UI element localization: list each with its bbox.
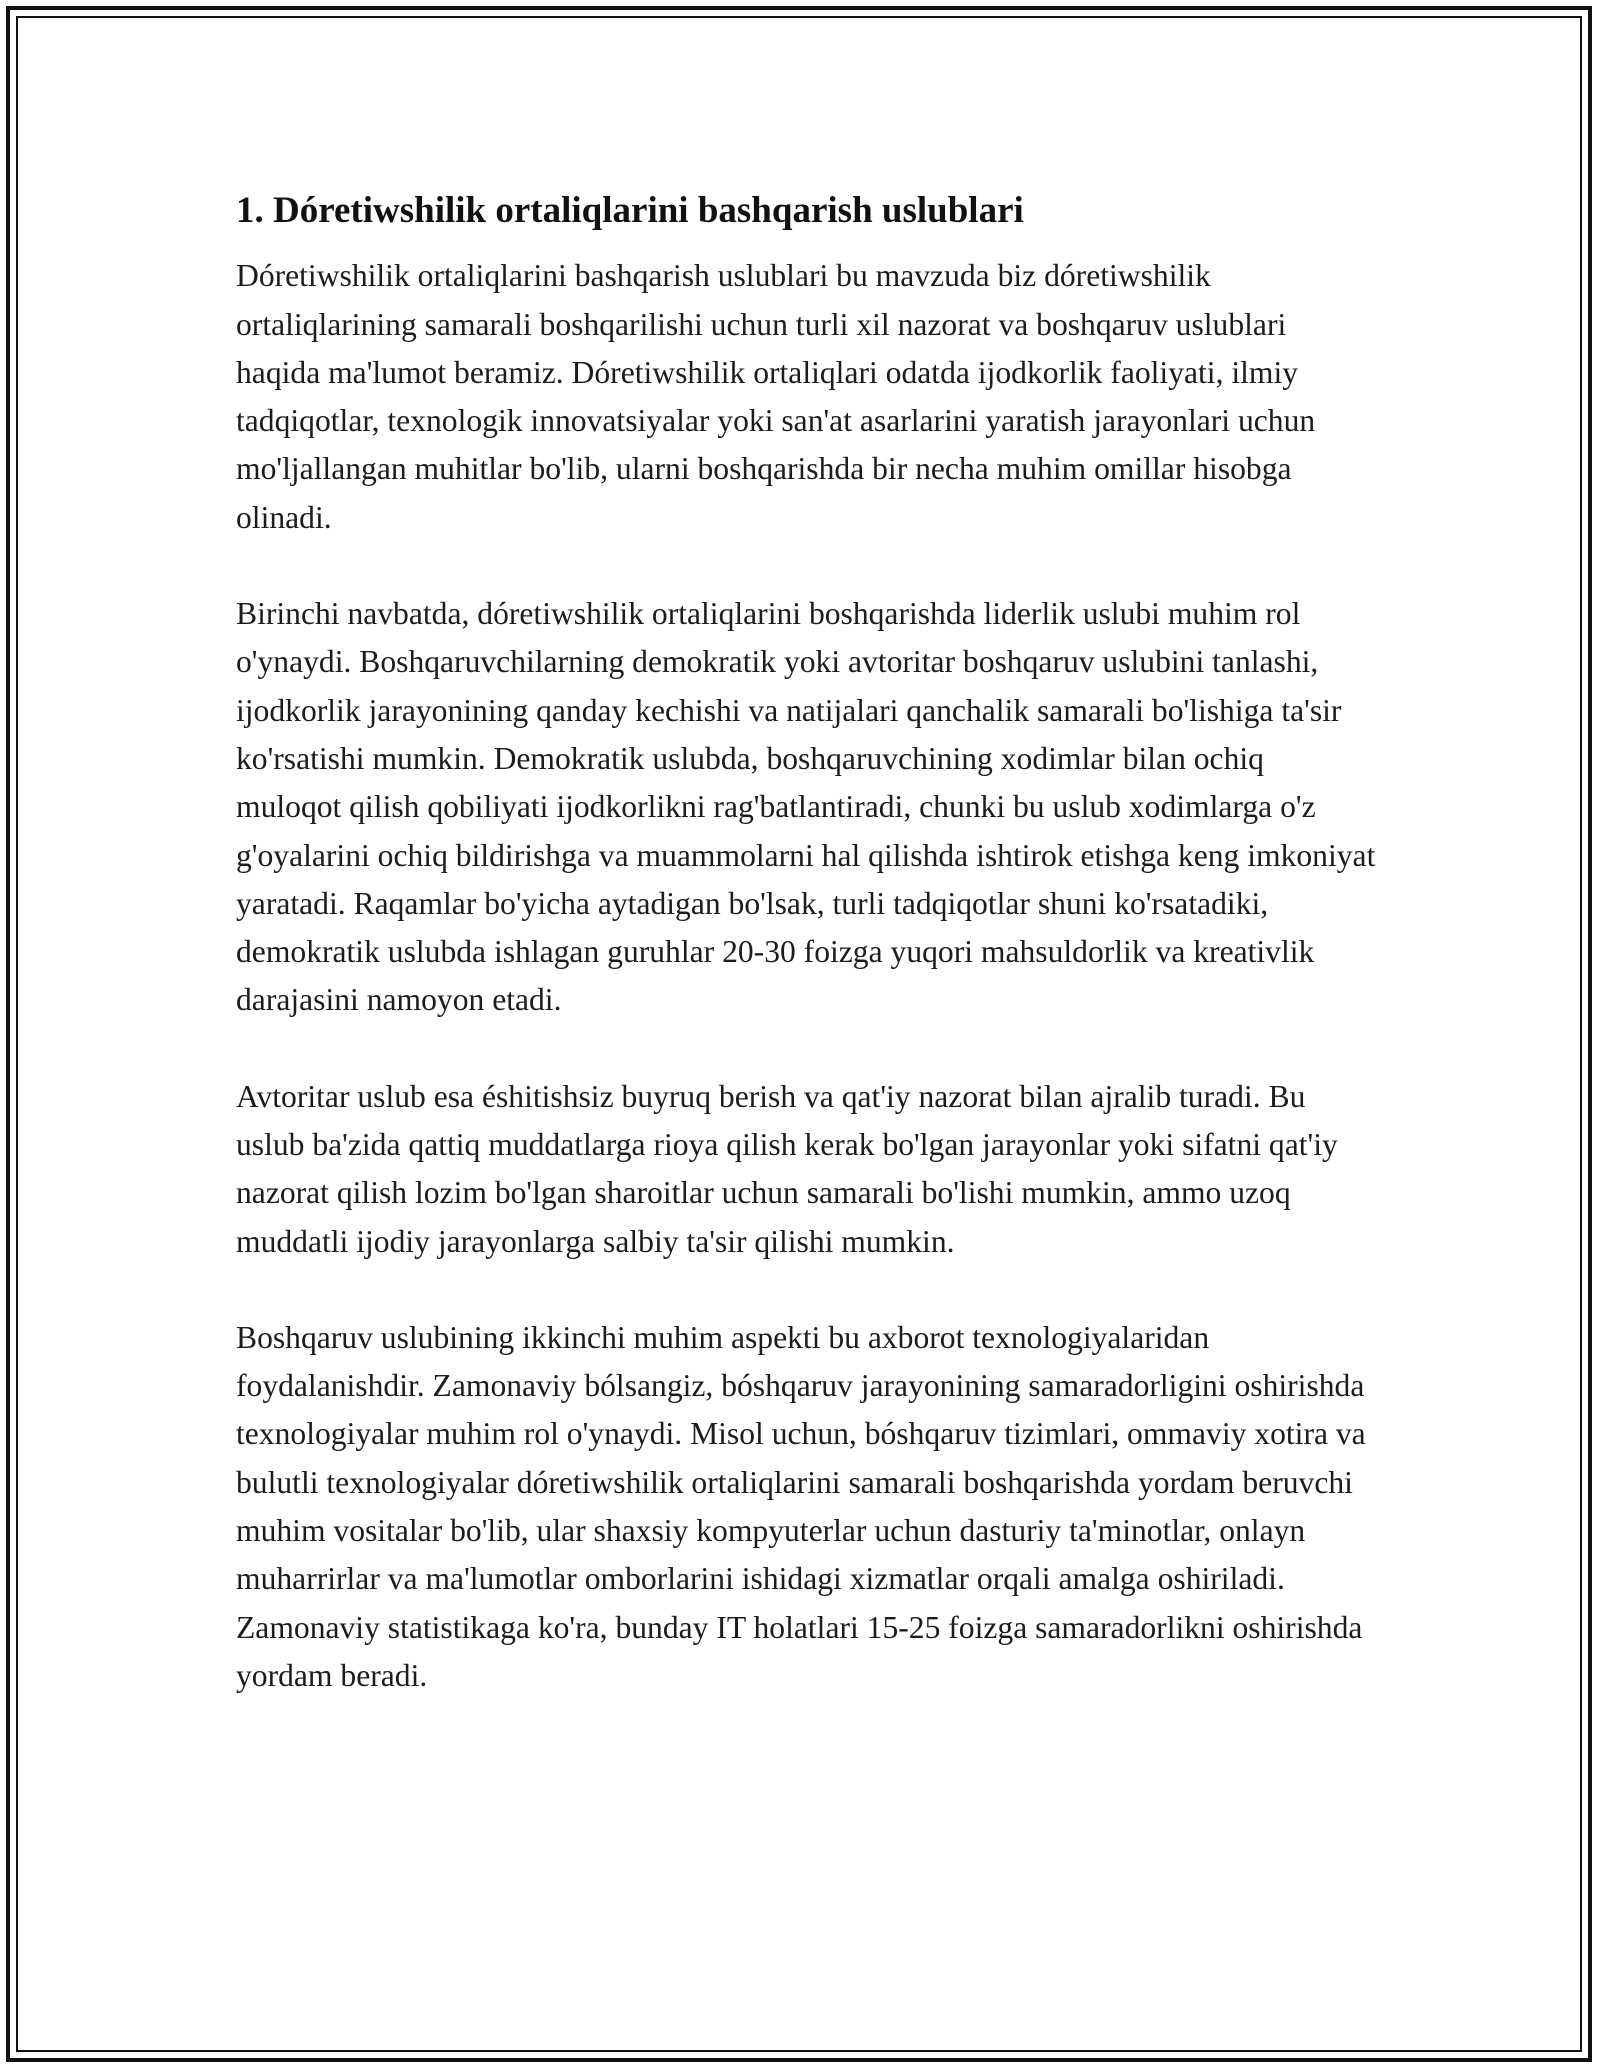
- paragraph-leadership: Birinchi navbatda, dóretiwshilik ortaliqlarini boshqarishda liderlik uslubi muhim rol o'ynaydi. Boshqaruvchilarning demokratik yoki avtoritar boshqaruv uslubini tanlashi, ijodkorlik jarayonining qanday kechishi va natijalari qanchalik samarali bo'lishiga ta'sir ko'rsatishi mumkin. Demokratik uslubda, boshqaruvchining xodimlar bilan ochiq muloqot qilish qobiliyati ijodkorlikni rag'batlantiradi, chunki bu uslub xodimlarga o'z g'oyalarini ochiq bildirishga va muammolarni hal qilishda ishtirok etishga keng imkoniyat yaratadi. Raqamlar bo'yicha aytadigan bo'lsak, turli tadqiqotlar shuni ko'rsatadiki, demokratik uslubda ishlagan guruhlar 20-30 foizga yuqori mahsuldorlik va kreativlik darajasini namoyon etadi.: [236, 596, 1376, 1018]
- paragraph-intro: Dóretiwshilik ortaliqlarini bashqarish uslublari bu mavzuda biz dóretiwshilik ortaliqlarining samarali boshqarilishi uchun turli xil nazorat va boshqaruv uslublari haqida ma'lumot beramiz. Dóretiwshilik ortaliqlari odatda ijodkorlik faoliyati, ilmiy tadqiqotlar, texnologik innovatsiyalar yoki san'at asarlarini yaratish jarayonlari uchun mo'ljallangan muhitlar bo'lib, ularni boshqarishda bir necha muhim omillar hisobga olinadi.: [236, 258, 1316, 535]
- paragraph-technology: Boshqaruv uslubining ikkinchi muhim aspekti bu axborot texnologiyalaridan foydalanishdir. Zamonaviy bólsangiz, bóshqaruv jarayonining samaradorligini oshirishda texnologiyalar muhim rol o'ynaydi. Misol uchun, bóshqaruv tizimlari, ommaviy xotira va bulutli texnologiyalar dóretiwshilik ortaliqlarini samarali boshqarishda yordam beruvchi muhim vositalar bo'lib, ular shaxsiy kompyuterlar uchun dasturiy ta'minotlar, onlayn muharrirlar va ma'lumotlar omborlarini ishidagi xizmatlar orqali amalga oshiriladi. Zamonaviy statistikaga ko'ra, bunday IT holatlari 15-25 foizga samaradorlikni oshirishda yordam beradi.: [236, 1319, 1366, 1693]
- paragraph-authoritarian: Avtoritar uslub esa éshitishsiz buyruq berish va qat'iy nazorat bilan ajralib turadi. Bu uslub ba'zida qattiq muddatlarga rioya qilish kerak bo'lgan jarayonlar yoki sifatni qat'iy nazorat qilish lozim bo'lgan sharoitlar uchun samarali bo'lishi mumkin, ammo uzoq muddatli ijodiy jarayonlarga salbiy ta'sir qilishi mumkin.: [236, 1078, 1338, 1259]
- section-heading: 1. Dóretiwshilik ortaliqlarini bashqarish uslublari: [236, 190, 1024, 231]
- document-body: [236, 188, 1376, 1748]
